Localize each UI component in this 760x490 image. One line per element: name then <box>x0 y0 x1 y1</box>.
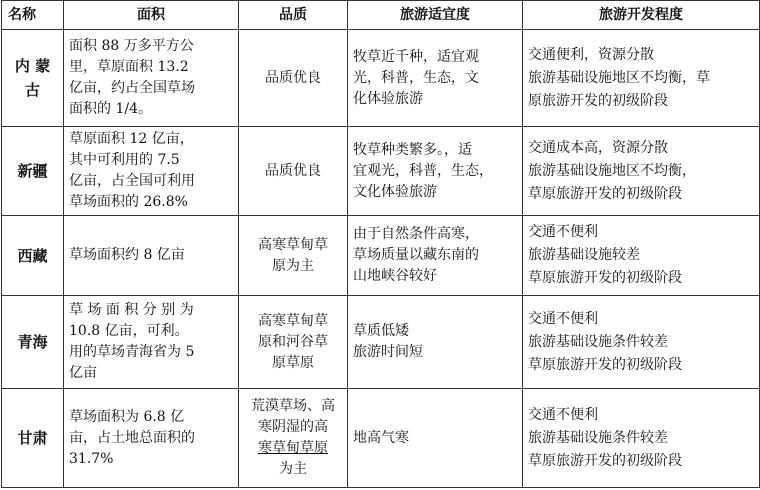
header-development: 旅游开发程度 <box>523 1 760 30</box>
region-name-line: 西藏 <box>17 246 48 265</box>
area-text-line: 里，草原面积 13.2 <box>69 59 189 75</box>
suitability-text-line: 草场质量以藏东南的 <box>353 247 479 263</box>
development-text-line: 原旅游开发的初级阶段 <box>528 92 668 109</box>
area-text-line: 亩，占土地总面积的 <box>69 429 195 446</box>
area-text-line: 10.8 亿亩，可利。 <box>69 323 189 339</box>
development-text-line: 旅游基础设施地区不均衡， <box>528 162 696 179</box>
suitability-cell <box>348 216 523 296</box>
development-cell <box>523 216 760 296</box>
quality-cell <box>239 30 348 127</box>
suitability-text-line: 牧草种类繁多。，适 <box>353 141 472 158</box>
region-name-line: 新疆 <box>17 162 48 180</box>
development-text-line: 交通便利，资源分散 <box>528 46 654 63</box>
suitability-text-line: 山地峡谷较好 <box>353 268 437 284</box>
area-text-line: 亿亩 <box>69 365 97 381</box>
area-text-line: 面积 88 万多平方公 <box>69 38 194 54</box>
area-text-line: 草原面积 12 亿亩， <box>69 131 194 147</box>
area-text-line: 亿亩，约占全国草场 <box>69 80 195 96</box>
quality-text-line: 寒阴湿的高 <box>258 419 328 435</box>
quality-text-line: 原和河谷草 <box>258 333 328 350</box>
development-text-line: 草原旅游开发的初级阶段 <box>528 185 682 202</box>
suitability-text-line: 旅游时间短 <box>353 344 423 360</box>
area-text-line: 其中可利用的 7.5 <box>69 152 180 168</box>
development-text-line: 交通不便利 <box>528 310 598 327</box>
area-text-line: 草场面积为 6.8 亿 <box>69 408 185 425</box>
area-text-line: 31.7% <box>69 450 114 467</box>
development-text-line: 交通不便利 <box>528 406 598 423</box>
table-row <box>2 389 760 488</box>
development-text-line: 交通不便利 <box>528 224 598 240</box>
quality-text-line: 荒漠草场、高 <box>251 398 335 414</box>
suitability-text-line: 地高气寒 <box>353 429 409 446</box>
suitability-text-line: 文化体验旅游 <box>353 183 437 200</box>
suitability-text-line: 化体验旅游 <box>353 90 423 107</box>
area-text-line: 草场面积的 26.8% <box>69 194 188 210</box>
region-cell <box>2 127 64 216</box>
development-text-line: 草原旅游开发的初级阶段 <box>528 452 682 469</box>
development-text-line: 草原旅游开发的初级阶段 <box>528 356 682 373</box>
quality-cell <box>239 389 348 488</box>
development-text-line: 旅游基础设施地区不均衡，草 <box>528 69 710 86</box>
area-cell <box>64 30 239 127</box>
suitability-text-line: 草质低矮 <box>353 323 409 339</box>
suitability-text-line: 牧草近千种，适宜观 <box>353 48 479 65</box>
suitability-text-line: 由于自然条件高寒， <box>353 226 479 242</box>
suitability-cell <box>348 389 523 488</box>
suitability-cell <box>348 127 523 216</box>
header-region: 名称 <box>2 1 64 30</box>
development-text-line: 交通成本高，资源分散 <box>528 139 668 156</box>
region-name-line: 古 <box>24 81 40 99</box>
table-row <box>2 296 760 389</box>
quality-text-line: 品质优良 <box>265 69 321 86</box>
quality-text-line: 寒草甸草原 <box>258 440 328 456</box>
area-text-line: 草 场 面 积 分 别 为 <box>69 302 194 318</box>
table-header-row <box>2 1 760 30</box>
area-text-line: 亿亩，占全国可利用 <box>69 173 195 189</box>
suitability-cell <box>348 296 523 389</box>
header-area: 面积 <box>64 1 239 30</box>
region-cell <box>2 296 64 389</box>
development-text-line: 旅游基础设施较差 <box>528 247 640 263</box>
area-text-line: 用的草场青海省为 5 <box>69 344 195 360</box>
development-text-line: 草原旅游开发的初级阶段 <box>528 270 682 286</box>
development-cell <box>523 30 760 127</box>
header-suitability: 旅游适宜度 <box>348 1 523 30</box>
header-quality: 品质 <box>239 1 348 30</box>
quality-text-line: 原为主 <box>272 257 314 274</box>
suitability-cell <box>348 30 523 127</box>
area-cell <box>64 296 239 389</box>
development-cell <box>523 389 760 488</box>
quality-text-line: 品质优良 <box>265 162 321 179</box>
area-cell <box>64 127 239 216</box>
development-cell <box>523 296 760 389</box>
quality-cell <box>239 296 348 389</box>
quality-text-line: 为主 <box>279 461 307 477</box>
region-cell <box>2 30 64 127</box>
table-row <box>2 127 760 216</box>
quality-cell <box>239 216 348 296</box>
area-cell <box>64 389 239 488</box>
quality-cell <box>239 127 348 216</box>
grassland-tourism-table <box>1 0 760 488</box>
development-cell <box>523 127 760 216</box>
suitability-text-line: 宜观光，科普，生态， <box>353 162 493 179</box>
suitability-text-line: 光，科普，生态，文 <box>353 69 479 86</box>
development-text-line: 旅游基础设施条件较差 <box>528 333 668 350</box>
region-name-line: 青海 <box>17 333 48 351</box>
table-row <box>2 216 760 296</box>
quality-text-line: 原草原 <box>272 354 314 371</box>
area-text-line: 草场面积约 8 亿亩 <box>69 247 185 263</box>
development-text-line: 旅游基础设施条件较差 <box>528 429 668 446</box>
quality-text-line: 高寒草甸草 <box>258 236 328 253</box>
area-text-line: 面积的 1/4。 <box>69 101 152 117</box>
region-name-line: 甘肃 <box>17 429 48 447</box>
table-row <box>2 30 760 127</box>
region-cell <box>2 389 64 488</box>
region-cell <box>2 216 64 296</box>
area-cell <box>64 216 239 296</box>
region-name-line: 内 蒙 <box>14 57 51 75</box>
quality-text-line: 高寒草甸草 <box>258 312 328 329</box>
